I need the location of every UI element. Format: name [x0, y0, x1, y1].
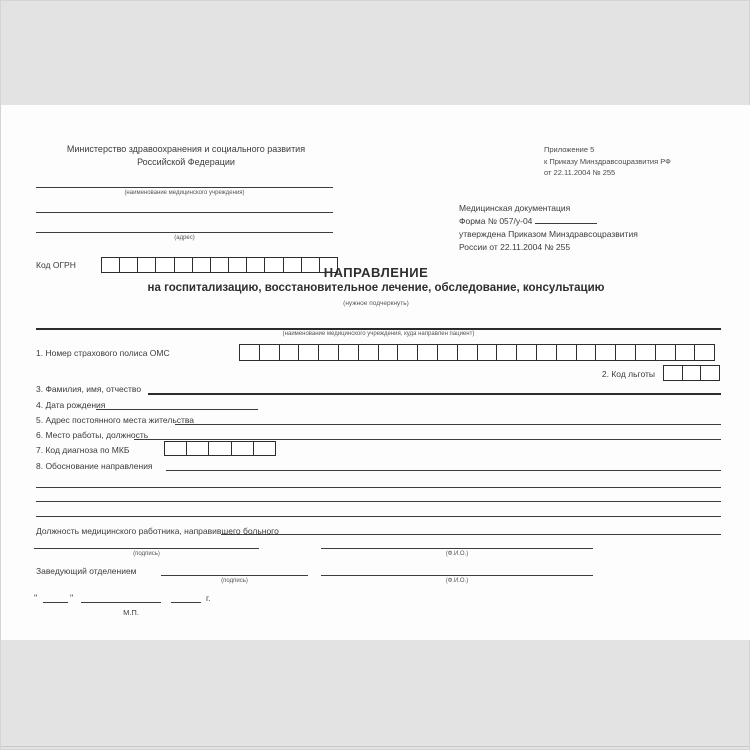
date-year-line [171, 602, 201, 603]
ogrn-label: Код ОГРН [36, 260, 76, 270]
doctor-fio-line [321, 548, 593, 549]
grid-cell [164, 441, 187, 456]
grid-cell [458, 344, 478, 361]
ministry-line1: Министерство здравоохранения и социального развития [66, 144, 306, 154]
field4-label: 4. Дата рождения [36, 400, 106, 410]
field5-label: 5. Адрес постоянного места жительства [36, 415, 195, 425]
grid-cell [339, 344, 359, 361]
field4-line [96, 409, 258, 410]
oms-policy-grid [239, 344, 715, 361]
doc-line3: утверждена Приказом Минздравсоцразвития [459, 229, 638, 239]
head-signature-line [161, 575, 308, 576]
grid-cell [260, 344, 280, 361]
ministry-line2: Российской Федерации [137, 157, 235, 167]
grid-cell [299, 344, 319, 361]
institution-name-line [36, 187, 333, 188]
head-fio-caption: (Ф.И.О.) [445, 578, 469, 584]
grid-cell [537, 344, 557, 361]
field1-label: 1. Номер страхового полиса ОМС [36, 348, 170, 358]
field8-label: 8. Обоснование направления [36, 461, 153, 471]
grid-cell [557, 344, 577, 361]
field6-line [134, 439, 721, 440]
justification-line-3 [36, 516, 721, 517]
field7-label: 7. Код диагноза по МКБ [36, 445, 130, 455]
field3-label: 3. Фамилия, имя, отчество [36, 384, 142, 394]
grid-cell [280, 344, 300, 361]
appendix-line3: от 22.11.2004 № 255 [544, 168, 616, 177]
destination-caption: (наименование медицинского учреждения, куда направлен пациент) [282, 331, 475, 337]
justification-line-1 [36, 487, 721, 488]
position-label: Должность медицинского работника, направившего больного [36, 526, 279, 536]
date-open-quote: " [34, 593, 38, 603]
grid-cell [187, 441, 209, 456]
doctor-signature-caption: (подпись) [133, 551, 160, 557]
grid-cell [398, 344, 418, 361]
grid-cell [616, 344, 636, 361]
doc-line2: Форма № 057/у-04 [459, 216, 533, 226]
grid-cell [517, 344, 537, 361]
form-title: НАПРАВЛЕНИЕ [323, 265, 429, 280]
institution-caption: (наименование медицинского учреждения) [124, 190, 245, 196]
grid-cell [683, 365, 702, 381]
grid-cell [596, 344, 616, 361]
grid-cell [438, 344, 458, 361]
field2-label: 2. Код льготы [601, 369, 655, 379]
grid-cell [656, 344, 676, 361]
doctor-signature-line [34, 548, 259, 549]
justification-line-2 [36, 501, 721, 502]
benefit-code-grid [663, 365, 720, 381]
form-subtitle: на госпитализацию, восстановительное лечение, обследование, консультацию [147, 282, 605, 294]
grid-cell [209, 441, 231, 456]
grid-cell [379, 344, 399, 361]
ministry-header [36, 143, 336, 169]
grid-cell [478, 344, 498, 361]
institution-line-2 [36, 212, 333, 213]
address-caption: (адрес) [174, 235, 195, 241]
appendix-line1: Приложение 5 [544, 145, 595, 154]
date-month-line [81, 602, 161, 603]
grid-cell [676, 344, 696, 361]
grid-cell [497, 344, 517, 361]
grid-cell [577, 344, 597, 361]
date-year-suffix: г. [206, 593, 211, 603]
appendix-line2: к Приказу Минздравсоцразвития РФ [544, 156, 671, 166]
grid-cell [359, 344, 379, 361]
head-of-department-label: Заведующий отделением [36, 566, 137, 576]
date-close-quote: " [70, 593, 74, 603]
field3-line [148, 393, 721, 395]
date-day-line [43, 602, 68, 603]
grid-cell [418, 344, 438, 361]
grid-cell [701, 365, 720, 381]
grid-cell [239, 344, 260, 361]
icd-code-grid [164, 441, 276, 456]
position-line [221, 534, 721, 535]
grid-cell [663, 365, 683, 381]
underline-note: (нужное подчеркнуть) [343, 300, 409, 307]
field8-line [166, 470, 721, 471]
doctor-fio-caption: (Ф.И.О.) [445, 551, 469, 557]
appendix-block [544, 144, 744, 179]
doc-line4: России от 22.11.2004 № 255 [459, 242, 571, 252]
destination-line [36, 328, 721, 330]
form-number-blank [535, 215, 597, 224]
head-fio-line [321, 575, 593, 576]
doc-line1: Медицинская документация [459, 203, 571, 213]
grid-cell [319, 344, 339, 361]
grid-cell [695, 344, 715, 361]
head-signature-caption: (подпись) [221, 578, 248, 584]
field6-label: 6. Место работы, должность [36, 430, 149, 440]
stamp-label: М.П. [123, 608, 139, 617]
grid-cell [232, 441, 254, 456]
doc-form-block [459, 202, 749, 254]
address-line [36, 232, 333, 233]
grid-cell [636, 344, 656, 361]
doc-line2-row [459, 215, 749, 228]
grid-cell [254, 441, 276, 456]
field5-line [175, 424, 721, 425]
document-page [1, 105, 750, 640]
